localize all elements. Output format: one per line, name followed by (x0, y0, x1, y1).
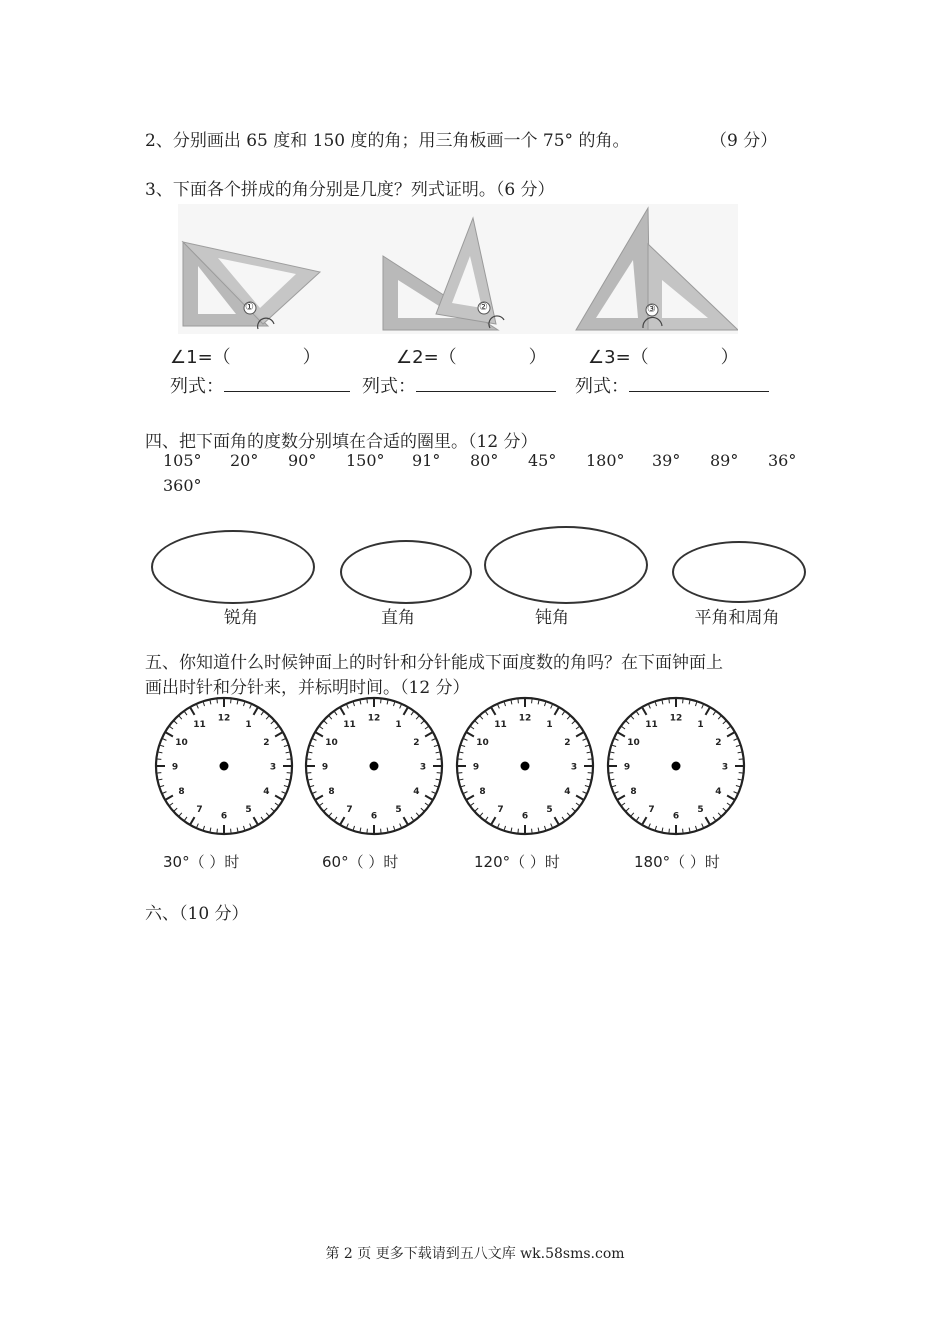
formula-1-blank[interactable] (224, 373, 350, 392)
clock-caption-4: 180°（ ）时 (634, 853, 720, 871)
clock-number: 8 (630, 787, 637, 797)
clock-caption-3: 120°（ ）时 (474, 853, 560, 871)
clock-number: 6 (220, 811, 228, 822)
clock-number: 7 (648, 804, 655, 815)
degree-180: 180° (586, 451, 625, 470)
clock-number: 3 (419, 762, 427, 773)
category-straight-full: 平角和周角 (694, 608, 780, 628)
clock-number: 4 (715, 787, 722, 797)
formula-3[interactable] (575, 372, 769, 398)
clock-number: 12 (669, 713, 683, 724)
clock-number: 10 (175, 738, 188, 748)
clock-number: 3 (269, 762, 277, 773)
clock-number: 5 (697, 804, 704, 815)
degree-36: 36° (768, 451, 797, 470)
degree-39: 39° (652, 451, 681, 470)
clock-number: 3 (721, 762, 729, 773)
clock-number: 6 (370, 811, 378, 822)
clock-number: 9 (472, 762, 480, 773)
formula-2-label: 列式： (362, 376, 416, 397)
clock-number: 7 (497, 804, 504, 815)
clock-number: 4 (413, 787, 420, 797)
formula-2[interactable] (362, 372, 556, 398)
question-2-score: （9 分） (710, 131, 778, 151)
clock-number: 5 (245, 804, 252, 815)
clock-number: 10 (627, 738, 640, 748)
clock-number: 10 (325, 738, 338, 748)
clock-center-dot (220, 762, 229, 771)
clock-caption-2: 60°（ ）时 (322, 853, 399, 871)
degree-45: 45° (528, 451, 557, 470)
angle-2-close: ） (528, 347, 547, 368)
clock-face-2[interactable] (299, 691, 449, 841)
clock-face-3[interactable] (450, 691, 600, 841)
angle-marker-2: ② (479, 302, 488, 313)
category-right: 直角 (381, 608, 415, 628)
clock-number: 1 (245, 720, 252, 731)
clock-number: 11 (494, 720, 507, 731)
clock-number: 4 (263, 787, 270, 797)
clock-number: 10 (476, 738, 489, 748)
clock-center-dot (370, 762, 379, 771)
degree-91: 91° (412, 451, 441, 470)
set-square-figure-3 (576, 208, 738, 330)
angle-3-close: ） (720, 347, 739, 368)
degree-80: 80° (470, 451, 499, 470)
clock-number: 5 (395, 804, 402, 815)
clock-number: 11 (645, 720, 658, 731)
degree-105: 105° (163, 451, 202, 470)
formula-1-label: 列式： (170, 376, 224, 397)
clock-number: 2 (413, 738, 420, 748)
clock-number: 11 (343, 720, 356, 731)
clock-number: 11 (193, 720, 206, 731)
angle-marker-3: ③ (647, 304, 656, 315)
clock-center-dot (521, 762, 530, 771)
clock-number: 4 (564, 787, 571, 797)
angle-1-answer[interactable] (170, 343, 321, 369)
question-4-title: 四、把下面角的度数分别填在合适的圈里。（12 分） (145, 432, 538, 452)
clock-number: 2 (715, 738, 722, 748)
category-obtuse: 钝角 (535, 608, 569, 628)
degree-360: 360° (163, 476, 202, 495)
clock-center-dot (672, 762, 681, 771)
angle-1-close: ） (302, 347, 321, 368)
angle-1-label: ∠1=（ (170, 347, 231, 368)
clock-number: 2 (564, 738, 571, 748)
clock-number: 3 (570, 762, 578, 773)
clock-caption-1: 30°（ ）时 (163, 853, 240, 871)
clock-number: 9 (171, 762, 179, 773)
clock-face-4[interactable] (601, 691, 751, 841)
clock-number: 9 (623, 762, 631, 773)
clock-number: 1 (395, 720, 402, 731)
formula-2-blank[interactable] (416, 373, 556, 392)
clock-number: 5 (546, 804, 553, 815)
question-5-title-line1: 五、你知道什么时候钟面上的时针和分针能成下面度数的角吗？在下面钟面上 (145, 653, 723, 673)
clock-number: 6 (521, 811, 529, 822)
clock-number: 2 (263, 738, 270, 748)
set-square-figure-1 (183, 242, 320, 329)
clock-number: 8 (178, 787, 185, 797)
set-square-figure-2 (383, 218, 504, 330)
category-acute: 锐角 (224, 608, 258, 628)
degree-20: 20° (230, 451, 259, 470)
formula-1[interactable] (170, 372, 350, 398)
clock-number: 8 (479, 787, 486, 797)
angle-3-answer[interactable] (588, 343, 739, 369)
degree-89: 89° (710, 451, 739, 470)
oval-acute[interactable] (151, 530, 315, 604)
angle-2-label: ∠2=（ (396, 347, 457, 368)
clock-face-1[interactable] (149, 691, 299, 841)
degree-150: 150° (346, 451, 385, 470)
question-5-title-line2: 画出时针和分针来，并标明时间。（12 分） (145, 678, 470, 698)
formula-3-blank[interactable] (629, 373, 769, 392)
degree-90: 90° (288, 451, 317, 470)
oval-right[interactable] (340, 540, 472, 604)
clock-number: 12 (518, 713, 532, 724)
oval-obtuse[interactable] (484, 526, 648, 604)
clock-number: 12 (367, 713, 381, 724)
clock-number: 12 (217, 713, 231, 724)
clock-number: 1 (697, 720, 704, 731)
formula-3-label: 列式： (575, 376, 629, 397)
clock-number: 7 (196, 804, 203, 815)
clock-number: 7 (346, 804, 353, 815)
angle-2-answer[interactable] (396, 343, 547, 369)
question-6-title: 六、（10 分） (145, 904, 249, 924)
clock-number: 8 (328, 787, 335, 797)
clock-number: 6 (672, 811, 680, 822)
clock-number: 1 (546, 720, 553, 731)
page-footer: 第 2 页 更多下载请到五八文库 wk.58sms.com (325, 1246, 625, 1262)
question-3-text: 3、下面各个拼成的角分别是几度？列式证明。（6 分） (145, 180, 555, 200)
oval-straight-full[interactable] (672, 541, 806, 603)
question-2-text: 2、分别画出 65 度和 150 度的角；用三角板画一个 75° 的角。 (145, 131, 630, 151)
angle-marker-1: ① (245, 302, 254, 313)
clock-number: 9 (321, 762, 329, 773)
angle-3-label: ∠3=（ (588, 347, 649, 368)
